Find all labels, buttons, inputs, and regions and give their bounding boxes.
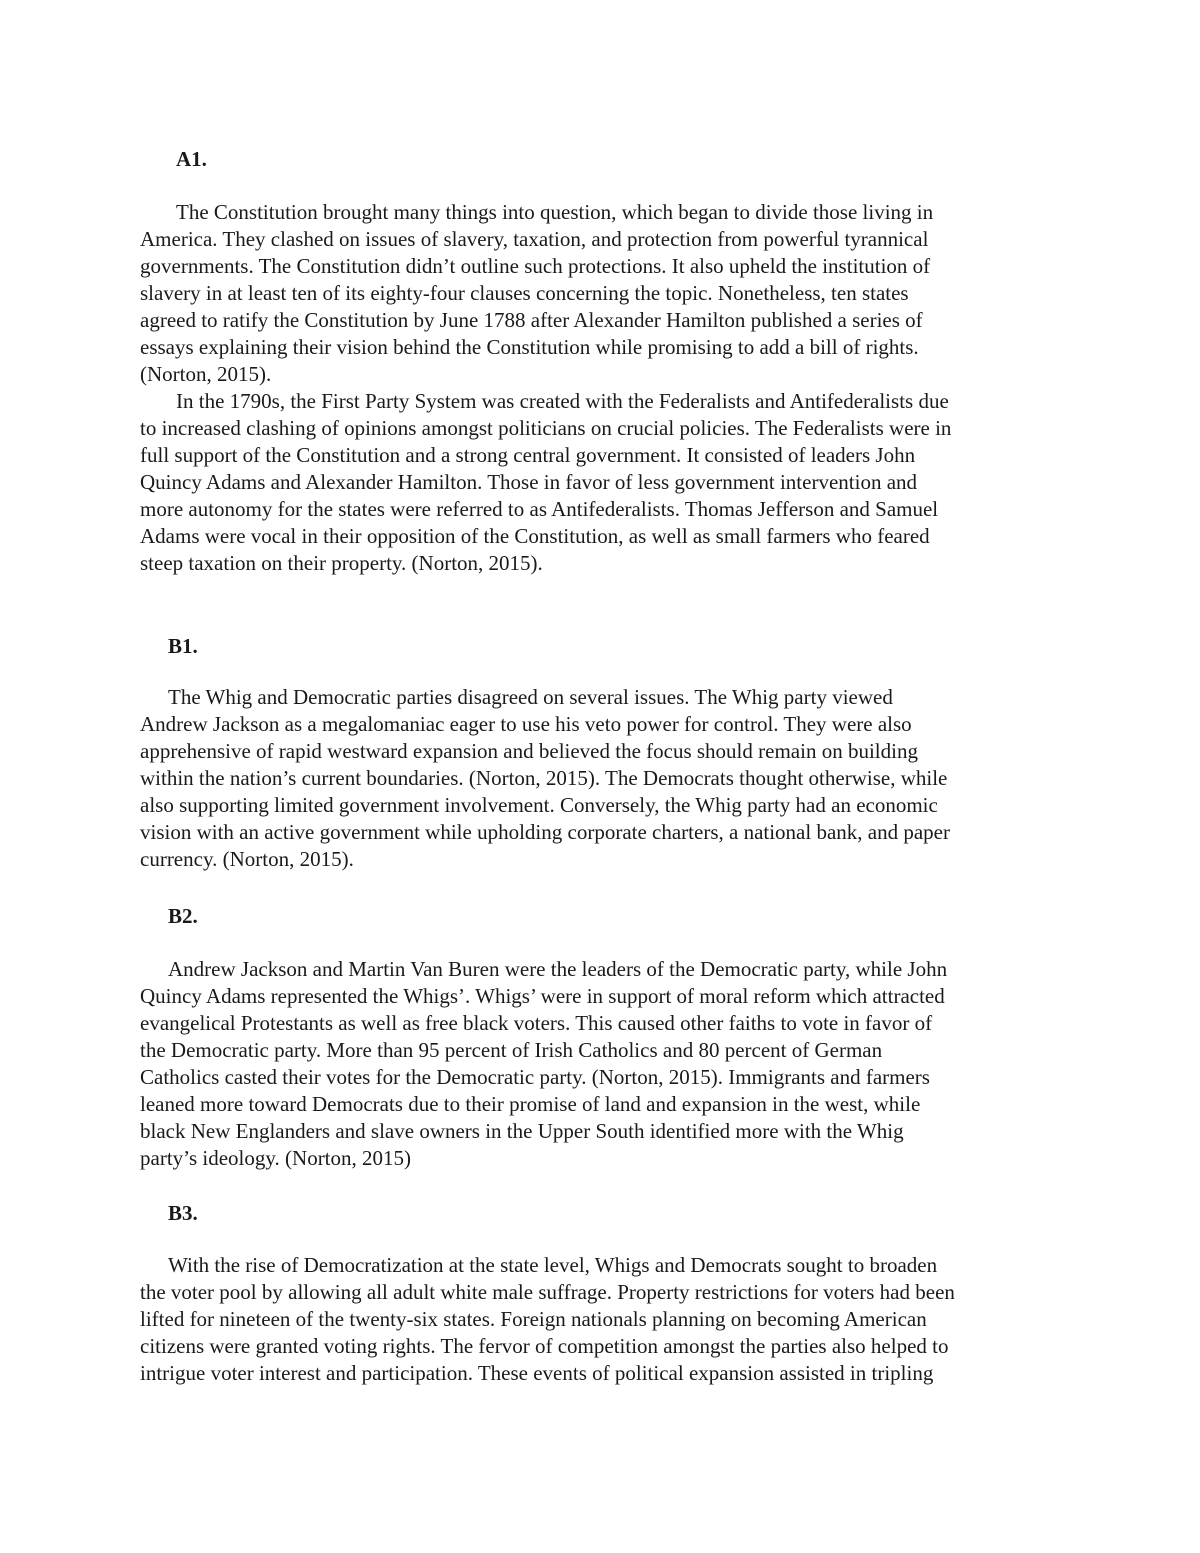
text-line: lifted for nineteen of the twenty-six states. Foreign nationals planning on becoming American — [140, 1307, 927, 1331]
paragraph-b2 — [140, 956, 1060, 1172]
text-line: The Whig and Democratic parties disagreed on several issues. The Whig party viewed — [168, 685, 893, 709]
text-line: evangelical Protestants as well as free black voters. This caused other faiths to vote in favor of — [140, 1011, 933, 1035]
text-line: Andrew Jackson and Martin Van Buren were the leaders of the Democratic party, while John — [168, 957, 948, 981]
text-line: within the nation’s current boundaries. (Norton, 2015). The Democrats thought otherwise, while — [140, 766, 948, 790]
text-line: governments. The Constitution didn’t outline such protections. It also upheld the institution of — [140, 254, 931, 278]
section-heading-b3: B3. — [168, 1201, 198, 1225]
text-line: Quincy Adams and Alexander Hamilton. Those in favor of less government intervention and — [140, 470, 918, 494]
text-line: With the rise of Democratization at the state level, Whigs and Democrats sought to broaden — [168, 1253, 938, 1277]
text-line: steep taxation on their property. (Norton, 2015). — [140, 551, 543, 575]
text-line: essays explaining their vision behind the Constitution while promising to add a bill of rights. — [140, 335, 919, 359]
paragraph-a1-first-party-system — [140, 388, 1060, 577]
text-line: Andrew Jackson as a megalomaniac eager to use his veto power for control. They were also — [140, 712, 912, 736]
text-line: America. They clashed on issues of slavery, taxation, and protection from powerful tyrannical — [140, 227, 929, 251]
text-line: slavery in at least ten of its eighty-four clauses concerning the topic. Nonetheless, ten states — [140, 281, 909, 305]
text-line: to increased clashing of opinions amongst politicians on crucial policies. The Federalists were in — [140, 416, 952, 440]
text-line: The Constitution brought many things into question, which began to divide those living in — [176, 200, 934, 224]
text-line: also supporting limited government involvement. Conversely, the Whig party had an economic — [140, 793, 938, 817]
text-line: the voter pool by allowing all adult white male suffrage. Property restrictions for voters had been — [140, 1280, 955, 1304]
section-heading-a1: A1. — [176, 147, 207, 171]
section-heading-b2: B2. — [168, 904, 198, 928]
text-line: black New Englanders and slave owners in the Upper South identified more with the Whig — [140, 1119, 904, 1143]
text-line: (Norton, 2015). — [140, 362, 272, 386]
text-line: In the 1790s, the First Party System was created with the Federalists and Antifederalists due — [176, 389, 949, 413]
text-line: Quincy Adams represented the Whigs’. Whigs’ were in support of moral reform which attracted — [140, 984, 945, 1008]
text-line: Catholics casted their votes for the Democratic party. (Norton, 2015). Immigrants and farmers — [140, 1065, 930, 1089]
text-line: the Democratic party. More than 95 percent of Irish Catholics and 80 percent of German — [140, 1038, 883, 1062]
paragraph-b3 — [140, 1252, 1060, 1387]
section-heading-b1: B1. — [168, 634, 198, 658]
text-line: vision with an active government while upholding corporate charters, a national bank, and paper — [140, 820, 950, 844]
text-line: more autonomy for the states were referred to as Antifederalists. Thomas Jefferson and Samuel — [140, 497, 939, 521]
text-line: agreed to ratify the Constitution by June 1788 after Alexander Hamilton published a series of — [140, 308, 923, 332]
text-line: citizens were granted voting rights. The fervor of competition amongst the parties also helped to — [140, 1334, 949, 1358]
text-line: Adams were vocal in their opposition of the Constitution, as well as small farmers who feared — [140, 524, 930, 548]
paragraph-b1 — [140, 684, 1060, 873]
text-line: full support of the Constitution and a strong central government. It consisted of leaders John — [140, 443, 916, 467]
text-line: currency. (Norton, 2015). — [140, 847, 354, 871]
text-line: intrigue voter interest and participation. These events of political expansion assisted in tripling — [140, 1361, 934, 1385]
text-line: apprehensive of rapid westward expansion and believed the focus should remain on building — [140, 739, 918, 763]
text-line: party’s ideology. (Norton, 2015) — [140, 1146, 412, 1170]
text-line: leaned more toward Democrats due to their promise of land and expansion in the west, while — [140, 1092, 921, 1116]
paragraph-a1-constitution — [140, 199, 1060, 388]
